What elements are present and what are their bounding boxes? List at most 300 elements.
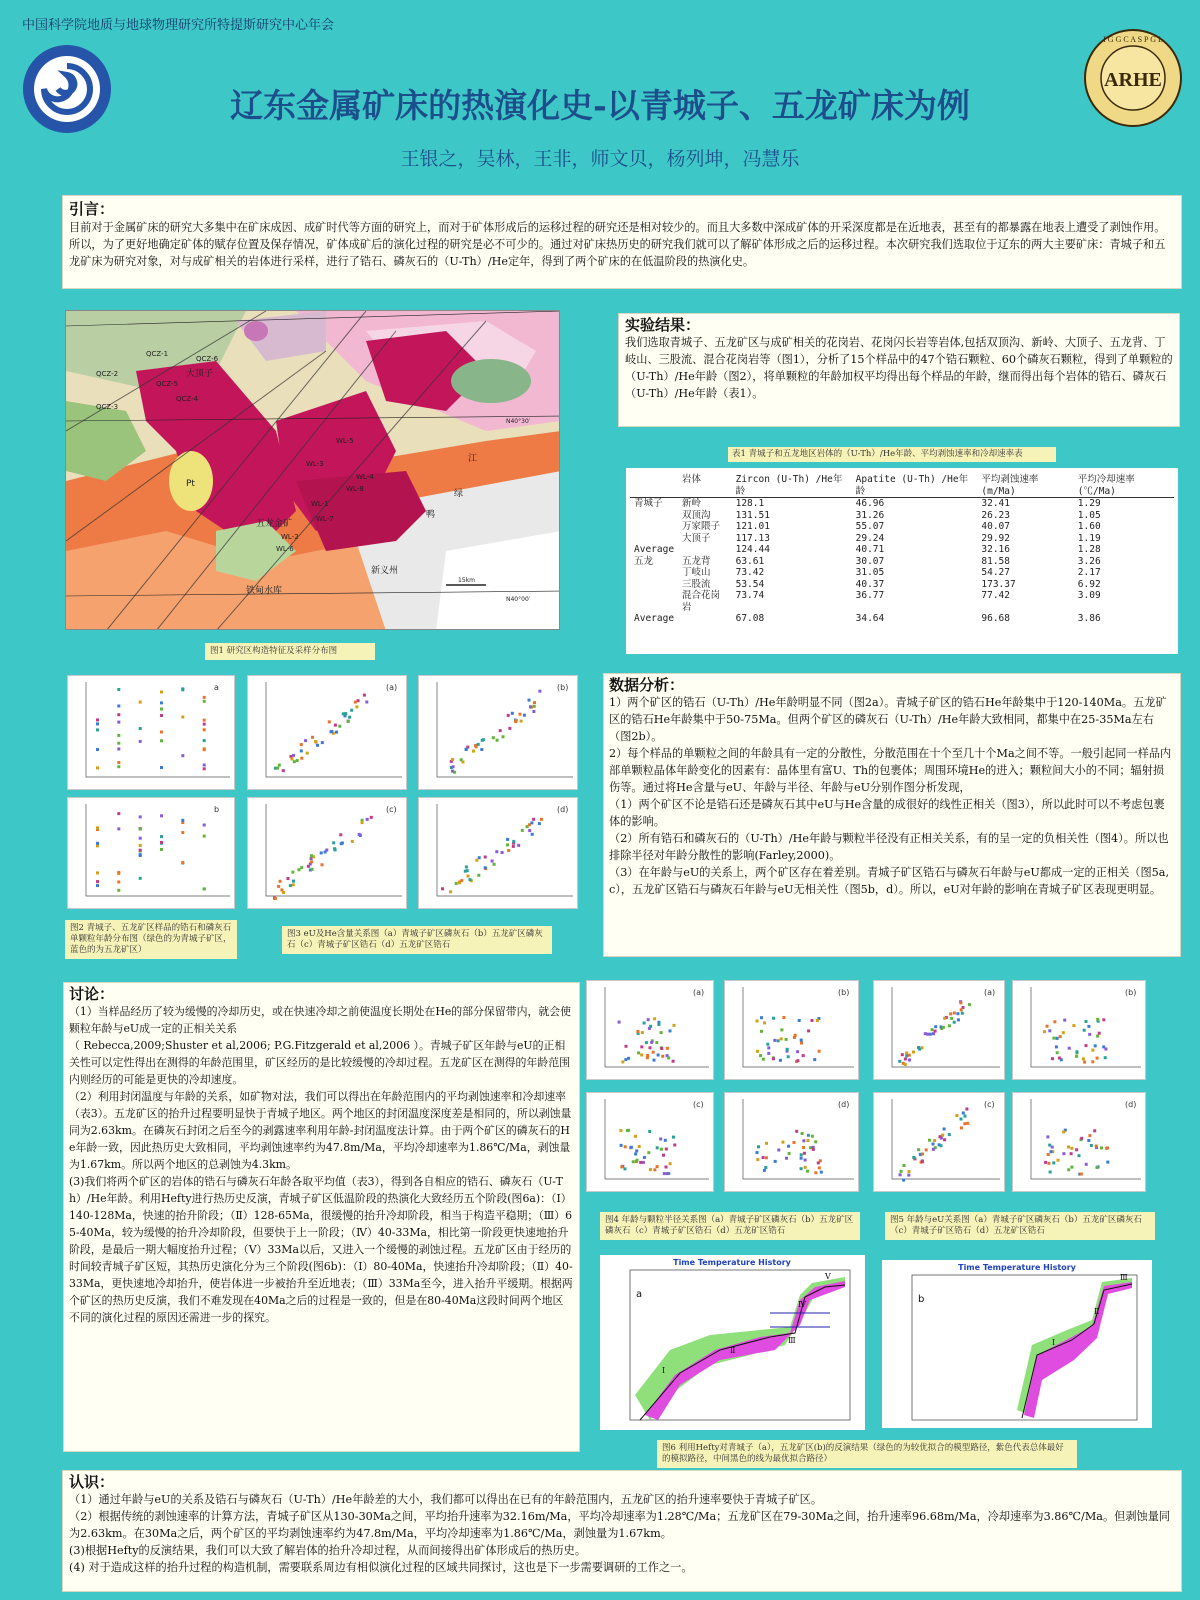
plot-point (160, 766, 163, 769)
plot-point (639, 1161, 642, 1164)
plot-point (765, 1142, 768, 1145)
table-cell: 双顶沟 (682, 509, 711, 521)
plot-axes (1031, 1099, 1141, 1179)
plot-point (941, 1134, 944, 1137)
plot-point (361, 821, 364, 824)
fig4a-plot (586, 980, 714, 1080)
plot-point (774, 1160, 777, 1163)
plot-point (160, 814, 163, 817)
fig1-caption: 图1 研究区构造特征及采样分布图 (205, 643, 375, 660)
plot-point (117, 742, 120, 745)
plot-point (282, 891, 285, 894)
plot-point (530, 821, 533, 824)
map-label-wl7: WL-7 (316, 515, 334, 523)
plot-point (756, 1020, 759, 1023)
plot-point (650, 1041, 653, 1044)
plot-point (800, 1039, 803, 1042)
plot-point (643, 1156, 646, 1159)
plot-point (660, 1047, 663, 1050)
plot-point (956, 1012, 959, 1015)
plot-point (1088, 1134, 1091, 1137)
plot-point (324, 851, 327, 854)
plot-point (640, 1045, 643, 1048)
plot-point (117, 812, 120, 815)
table-cell: 2.17 (1077, 567, 1101, 578)
plot-point (203, 723, 206, 726)
plot-point (782, 1141, 785, 1144)
plot-point (160, 731, 163, 734)
plot-point (300, 757, 303, 760)
plot-point (330, 730, 333, 733)
plot-point (304, 739, 307, 742)
plot-point (942, 1026, 945, 1029)
plot-axes (86, 804, 230, 896)
geologic-map (65, 310, 560, 630)
plot-point (1094, 1044, 1097, 1047)
plot-point (661, 1055, 664, 1058)
fig3a-plot (247, 675, 407, 790)
plot-point (804, 1159, 807, 1162)
fig4-caption: 图4 年龄与颗粒半径关系图（a）青城子矿区磷灰石（b）五龙矿区磷灰石（c）青城子矿区锆石（d）五龙矿区锆石 (600, 1212, 860, 1240)
plot-point (532, 710, 535, 713)
plot-point (772, 1057, 775, 1060)
table-cell (630, 533, 678, 545)
plot-point (460, 758, 463, 761)
plot-point (794, 1034, 797, 1037)
plot-point (624, 1167, 627, 1170)
table-row (630, 579, 1174, 591)
fig2b-plot (67, 797, 235, 909)
map-label-wl6: WL-6 (276, 545, 294, 553)
plot-point (795, 1130, 798, 1133)
table-cell (630, 510, 678, 522)
plot-point (818, 1050, 821, 1053)
plot-point (1085, 1163, 1088, 1166)
plot-point (477, 743, 480, 746)
plot-point (451, 770, 454, 773)
plot-point (1096, 1057, 1099, 1060)
plot-point (351, 840, 354, 843)
plot-point (492, 736, 495, 739)
plot-point (139, 877, 142, 880)
map-label-wl3: WL-3 (306, 460, 324, 468)
plot-point (816, 1019, 819, 1022)
fig6b-stage-3: Ⅲ (1120, 1273, 1128, 1282)
plot-point (672, 1136, 675, 1139)
plot-point (933, 1139, 936, 1142)
plot-point (1067, 1146, 1070, 1149)
plot-point (1091, 1049, 1094, 1052)
map-label-qcz6: QCZ-6 (196, 355, 219, 363)
plot-point (809, 1146, 812, 1149)
plot-point (117, 765, 120, 768)
plot-point (782, 1016, 785, 1019)
plot-point (620, 1165, 623, 1168)
plot-point (502, 735, 505, 738)
plot-point (96, 766, 99, 769)
plot-point (948, 1024, 951, 1027)
plot-point (648, 1130, 651, 1133)
plot-point (160, 701, 163, 704)
table-header-row (630, 474, 1174, 498)
plot-point (802, 1146, 805, 1149)
plot-point (656, 1146, 659, 1149)
plot-point (338, 725, 341, 728)
table-cell: 96.68 (981, 613, 1010, 624)
map-label-qcz4: QCZ-4 (176, 395, 199, 403)
plot-point (966, 1122, 969, 1125)
table-header-cell: Zircon (U-Th) /He年龄 (732, 474, 852, 498)
plot-panel-label: (c) (693, 1100, 704, 1109)
map-label-wl1: WL-1 (311, 500, 329, 508)
plot-point (950, 1017, 953, 1020)
fig2a-plot (67, 675, 235, 790)
plot-point (1062, 1152, 1065, 1155)
plot-point (1043, 1030, 1046, 1033)
table-body (630, 498, 1174, 625)
plot-point (917, 1148, 920, 1151)
discussion-text: （1）当样品经历了较为缓慢的冷却历史，或在快速冷却之前使温度长期处在He的部分保留带内，就会使颗粒年龄与eU成一定的正相关关系 （ Rebecca,2009;Shuster et al,2006; P.G.Fitzgerald et al,2006 ）。青城子矿区年龄与eU的正相关性可以定性得出在测得的年龄范围里，矿区经历的是比较缓慢的冷却过程。五龙矿区在测得的年龄范围内则经历的可能是更快的冷却速度。 （2）利用封闭温度与年龄的关系，如矿物对法，我们可以得出在年龄范围内的平均剥蚀速率和冷却速率（表3）。五龙矿区的抬升过程要明显快于青城子地区。两个地区的封闭温度深度差是相同的，所以剥蚀量同为2.63km。在磷灰石封闭之后至今的剥露速率利用年龄-封闭温度法计算。由于两个矿区的磷灰石的He年龄一致，因此热历史大致相同，平均剥蚀速率约为47.8m/Ma，平均冷却速率为1.86℃/Ma，剥蚀量为1.67km。所以两个地区的总剥蚀为4.3km。 (3)我们将两个矿区的岩体的锆石与磷灰石年龄各取平均值（表3），得到各自相应的锆石、磷灰石（U-Th）/He年龄。利用Hefty进行热历史反演，青城子矿区低温阶段的热演化大致经历五个阶段(图6a)：（Ⅰ）140-128Ma，快速的抬升阶段；（Ⅱ）128-65Ma，很缓慢的抬升冷却阶段，相当于构造平稳期；（Ⅲ）65-40Ma，较为缓慢的抬升冷却阶段，但要快于上一阶段；（Ⅳ）40-33Ma，相比第一阶段更快速地抬升阶段，是最后一期大幅度抬升过程；（Ⅴ）33Ma以后，又进入一个缓慢的剥蚀过程。五龙矿区由于经历的时间较青城子矿区短，其热历史演化分为三个阶段(图6b)：（Ⅰ）80-40Ma，快速抬升冷却阶段；（Ⅱ）40-33Ma，更快速地冷却抬升，使岩体进一步被抬升至近地表；（Ⅲ）33Ma至今，进入抬升平缓期。根据两个矿区的热历史反演，我们不难发现在40Ma之后的过程是一致的，但是在80-40Ma这段时间两个地区不同的演化过程的原因还需进一步的探究。 (69, 1005, 573, 1324)
plot-point (756, 1050, 759, 1053)
plot-point (666, 1047, 669, 1050)
plot-point (793, 1141, 796, 1144)
plot-point (348, 716, 351, 719)
map-town-dadingzi: 大顶子 (186, 369, 214, 379)
plot-point (785, 1038, 788, 1041)
table-cell (678, 544, 732, 556)
plot-point (340, 842, 343, 845)
plot-point (508, 727, 511, 730)
plot-point (640, 1053, 643, 1056)
plot-point (117, 734, 120, 737)
plot-point (649, 1168, 652, 1171)
plot-point (528, 829, 531, 832)
plot-point (279, 880, 282, 883)
plot-point (638, 1145, 641, 1148)
plot-point (811, 1135, 814, 1138)
plot-point (907, 1174, 910, 1177)
plot-point (1093, 1129, 1096, 1132)
plot-point (467, 875, 470, 878)
fig6a-stage-5: Ⅴ (825, 1272, 831, 1281)
plot-point (814, 1140, 817, 1143)
plot-point (311, 868, 314, 871)
plot-point (1062, 1131, 1065, 1134)
plot-point (767, 1046, 770, 1049)
map-scale: 15km (458, 577, 475, 584)
table-cell: 34.64 (855, 613, 885, 624)
plot-point (139, 815, 142, 818)
plot-point (117, 827, 120, 830)
plot-point (493, 863, 496, 866)
plot-point (912, 1156, 915, 1159)
plot-point (818, 1166, 821, 1169)
plot-point (657, 1054, 660, 1057)
plot-point (96, 748, 99, 751)
plot-point (139, 740, 142, 743)
plot-point (931, 1028, 934, 1031)
fig6a-title: Time Temperature History (673, 1258, 791, 1267)
plot-point (296, 759, 299, 762)
plot-point (660, 1031, 663, 1034)
plot-point (472, 750, 475, 753)
plot-point (672, 1060, 675, 1063)
plot-point (452, 765, 455, 768)
plot-point (320, 851, 323, 854)
plot-point (181, 688, 184, 691)
plot-axes (86, 682, 230, 777)
plot-point (659, 1138, 662, 1141)
table-cell: 32.41 (981, 498, 1010, 509)
table-cell: 6.92 (1077, 578, 1101, 590)
plot-point (531, 833, 534, 836)
plot-point (1075, 1050, 1078, 1053)
plot-point (321, 741, 324, 744)
map-label-wl4: WL-4 (356, 473, 374, 481)
table-row (630, 567, 1174, 579)
fig6b-plot (882, 1260, 1152, 1428)
plot-point (280, 888, 283, 891)
plot-point (904, 1058, 907, 1061)
plot-point (762, 1058, 765, 1061)
plot-axes (437, 682, 573, 777)
plot-point (820, 1171, 823, 1174)
plot-point (779, 1059, 782, 1062)
plot-point (908, 1170, 911, 1173)
map-unit-pt: Pt (186, 479, 195, 489)
plot-point (811, 1019, 814, 1022)
results-panel (618, 313, 1180, 427)
plot-point (660, 1148, 663, 1151)
table-cell: 32.16 (981, 544, 1010, 555)
plot-point (1052, 1037, 1055, 1040)
plot-point (796, 1059, 799, 1062)
table-cell: 五龙 (634, 555, 654, 567)
plot-point (898, 1060, 901, 1063)
plot-point (203, 764, 206, 767)
plot-point (291, 871, 294, 874)
plot-point (511, 712, 514, 715)
plot-point (630, 1146, 633, 1149)
table-cell: 1.19 (1077, 532, 1101, 544)
plot-point (1096, 1035, 1099, 1038)
table1-panel (626, 468, 1178, 654)
plot-point (777, 1149, 780, 1152)
plot-point (484, 866, 487, 869)
plot-point (963, 1122, 966, 1125)
plot-point (334, 848, 337, 851)
plot-point (1083, 1061, 1086, 1064)
plot-axes (266, 682, 402, 777)
plot-point (160, 835, 163, 838)
plot-point (117, 889, 120, 892)
table-cell: 31.26 (855, 509, 885, 521)
fig6a-stage-3: Ⅲ (788, 1336, 796, 1345)
plot-point (96, 884, 99, 887)
plot-point (117, 705, 120, 708)
plot-point (943, 1128, 946, 1131)
plot-point (1104, 1048, 1107, 1051)
plot-point (1059, 1035, 1062, 1038)
plot-point (484, 856, 487, 859)
plot-point (657, 1023, 660, 1026)
plot-point (96, 728, 99, 731)
plot-point (666, 1172, 669, 1175)
plot-point (912, 1051, 915, 1054)
plot-point (662, 1154, 665, 1157)
table-header-cell: 平均剥蚀速率(m/Ma) (977, 474, 1073, 498)
plot-point (96, 844, 99, 847)
plot-point (1083, 1029, 1086, 1032)
plot-point (665, 1166, 668, 1169)
plot-point (813, 1058, 816, 1061)
plot-point (203, 728, 206, 731)
plot-point (292, 883, 295, 886)
plot-point (300, 749, 303, 752)
plot-point (347, 720, 350, 723)
plot-point (181, 831, 184, 834)
table-cell: 混合花岗岩 (682, 590, 721, 613)
plot-point (532, 818, 535, 821)
plot-point (667, 1056, 670, 1059)
plot-point (760, 1016, 763, 1019)
fig6a-panel-label: a (636, 1289, 643, 1300)
table-row (630, 590, 1174, 613)
plot-point (802, 1139, 805, 1142)
logo-right-text: ARHE (1104, 69, 1162, 91)
plot-point (491, 860, 494, 863)
plot-point (943, 1017, 946, 1020)
plot-point (669, 1162, 672, 1165)
plot-point (780, 1028, 783, 1031)
fig6b-panel-label: b (918, 1294, 925, 1305)
table-cell: 173.37 (981, 578, 1016, 590)
plot-point (756, 1158, 759, 1161)
plot-point (762, 1156, 765, 1159)
fig5b-plot (1012, 980, 1146, 1080)
plot-panel-label: (a) (693, 988, 705, 997)
plot-point (908, 1054, 911, 1057)
plot-point (800, 1042, 803, 1045)
plot-point (355, 705, 358, 708)
plot-point (523, 714, 526, 717)
results-text: 我们选取青城子、五龙矿区与成矿相关的花岗岩、花岗闪长岩等岩体,包括双顶沟、新岭、大顶子、五龙背、丁岐山、三股流、混合花岗岩等（图1），分析了15个样品中的47个锆石颗粒、60个磷灰石颗粒，得到了单颗粒的（U-Th）/He年龄（图2），将单颗粒的年龄加权平均得出每个样品的年龄，继而得出每个岩体的锆石、磷灰石（U-Th）/He年龄（表1）。 (625, 336, 1173, 400)
table-header-cell: 岩体 (678, 474, 732, 498)
plot-point (940, 1144, 943, 1147)
plot-point (1085, 1020, 1088, 1023)
plot-point (643, 1022, 646, 1025)
plot-point (804, 1166, 807, 1169)
plot-point (506, 838, 509, 841)
plot-point (932, 1143, 935, 1146)
plot-point (529, 705, 532, 708)
plot-panel-label: b (214, 805, 220, 814)
plot-point (277, 885, 280, 888)
plot-point (785, 1157, 788, 1160)
logo-right (1083, 28, 1183, 128)
plot-point (932, 1148, 935, 1151)
plot-point (1058, 1057, 1061, 1060)
plot-point (1102, 1018, 1105, 1021)
plot-point (160, 708, 163, 711)
table-cell: 31.05 (855, 567, 885, 578)
map-label-qcz2: QCZ-2 (96, 370, 119, 378)
plot-point (321, 863, 324, 866)
table-cell: 万家隈子 (682, 521, 721, 532)
plot-point (801, 1132, 804, 1135)
plot-point (637, 1051, 640, 1054)
plot-panel-label: (d) (1125, 1100, 1137, 1109)
plot-point (653, 1017, 656, 1020)
plot-point (939, 1135, 942, 1138)
table-cell: 29.92 (981, 532, 1010, 544)
plot-point (139, 727, 142, 730)
plot-point (903, 1164, 906, 1167)
plot-axes (743, 1099, 854, 1179)
plot-point (1052, 1161, 1055, 1164)
table-cell: Average (634, 613, 675, 624)
plot-point (512, 845, 515, 848)
map-lat-2: N40°00′ (506, 596, 531, 603)
table-header-cell: Apatite (U-Th) /He年龄 (852, 474, 978, 498)
table-header-cell (630, 474, 678, 498)
plot-point (1051, 1057, 1054, 1060)
plot-point (311, 736, 314, 739)
plot-panel-label: (b) (838, 988, 850, 997)
plot-point (1091, 1060, 1094, 1063)
plot-point (1070, 1152, 1073, 1155)
table-cell: 67.08 (735, 613, 765, 624)
table-cell: 1.29 (1077, 498, 1101, 509)
plot-point (800, 1167, 803, 1170)
plot-point (160, 691, 163, 694)
plot-point (203, 719, 206, 722)
plot-point (96, 722, 99, 725)
plot-point (926, 1033, 929, 1036)
institute-logo (22, 44, 112, 134)
plot-point (1049, 1171, 1052, 1174)
plot-point (618, 1021, 621, 1024)
map-label-wl2: WL-2 (281, 533, 299, 541)
plot-point (441, 887, 444, 890)
plot-point (117, 761, 120, 764)
plot-point (278, 764, 281, 767)
plot-point (962, 1112, 965, 1115)
conclusion-panel (62, 1470, 1182, 1592)
plot-panel-label: (d) (557, 805, 569, 814)
table1-caption: 表1 青城子和五龙地区岩体的（U-Th）/He年龄、平均剥蚀速率和冷却速率表 (728, 447, 1056, 462)
table-cell: 55.07 (855, 521, 885, 532)
plot-point (538, 690, 541, 693)
plot-point (203, 835, 206, 838)
plot-point (203, 748, 206, 751)
table-cell: 77.42 (981, 590, 1010, 601)
plot-point (276, 767, 279, 770)
fig5a-plot (873, 980, 1005, 1080)
map-label-qcz1: QCZ-1 (146, 350, 169, 358)
table-cell: 131.51 (735, 509, 770, 521)
map-label-wl8: WL-8 (346, 485, 364, 493)
plot-point (1075, 1148, 1078, 1151)
plot-point (812, 1148, 815, 1151)
plot-point (181, 754, 184, 757)
plot-point (649, 1025, 652, 1028)
plot-point (902, 1179, 905, 1182)
plot-point (139, 827, 142, 830)
map-river-3: 鸭 (426, 510, 436, 520)
plot-point (807, 1139, 810, 1142)
plot-point (763, 1021, 766, 1024)
